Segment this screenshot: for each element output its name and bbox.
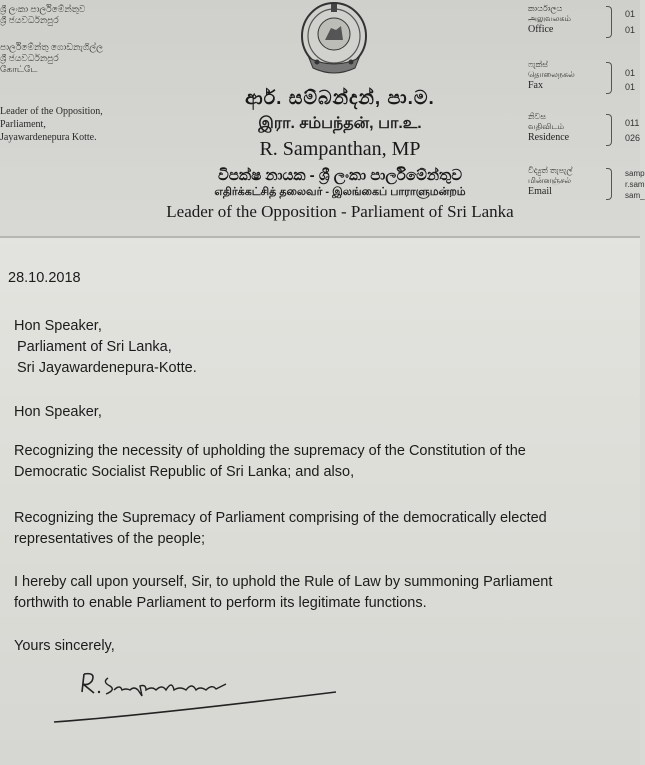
paragraph-1-line-1: Recognizing the necessity of upholding the supremacy of the Constitution of the — [14, 443, 526, 459]
letterhead-center — [140, 88, 540, 222]
addressee-line-3: Sri Jayawardenepura-Kotte. — [17, 360, 197, 376]
name-sinhala: ආර්. සම්බන්දන්, පා.ම. — [245, 88, 435, 109]
left-sinhala-line-2: ශ්‍රී ජයවර්ධනපුර — [0, 15, 59, 25]
contact-bracket — [606, 114, 612, 146]
contact-fax-tamil: தொலைநகல் — [528, 70, 575, 79]
name-english: R. Sampanthan, MP — [259, 138, 421, 160]
contact-office-number: 01 01 — [625, 9, 636, 35]
contact-bracket — [606, 6, 612, 38]
title-tamil: எதிர்க்கட்சித் தலைவர் - இலங்கைப் பாராளுமன்றம் — [214, 186, 466, 198]
contact-fax-sinhala: ෆැක්ස් — [528, 60, 548, 69]
name-tamil: இரா. சம்பந்தன், பா.உ. — [258, 115, 422, 132]
left-english-line-2: Parliament, — [0, 119, 46, 130]
paragraph-2-line-1: Recognizing the Supremacy of Parliament comprising of the democratically elected — [14, 510, 547, 526]
contact-residence-tamil: வதிவிடம் — [528, 122, 565, 131]
contact-office-label: Office — [528, 24, 554, 35]
title-sinhala: විපක්ෂ නායක - ශ්‍රී ලංකා පාර්ලිමේන්තුව — [217, 167, 463, 184]
letterhead-left-address — [0, 4, 140, 144]
paragraph-3-line-2: forthwith to enable Parliament to perform its legitimate functions. — [14, 595, 427, 611]
left-sinhala-line-4: ශ්‍රී ජයවර්ධනපුර — [0, 53, 59, 63]
contact-office-tamil: அலுவலகம் — [528, 14, 571, 23]
title-english: Leader of the Opposition - Parliament of Sri Lanka — [166, 202, 514, 221]
contact-fax-label: Fax — [528, 80, 543, 91]
left-sinhala-line-1: ශ්‍රී ලංකා පාර්ලිමේන්තුව — [0, 4, 86, 14]
paragraph-2 — [14, 508, 624, 550]
contact-email-address: samp r.sam sam_ — [625, 169, 645, 200]
addressee-block — [14, 316, 197, 379]
closing: Yours sincerely, — [14, 638, 115, 654]
contact-email-sinhala: විද්‍යුත් තැපැල් — [528, 166, 573, 175]
left-english-line-1: Leader of the Opposition, — [0, 106, 103, 117]
letter-date: 28.10.2018 — [8, 270, 81, 286]
contact-bracket — [606, 62, 612, 94]
contact-fax — [528, 60, 640, 92]
paragraph-1 — [14, 441, 624, 483]
paragraph-3 — [14, 572, 624, 614]
paragraph-3-line-1: I hereby call upon yourself, Sir, to uphold the Rule of Law by summoning Parliament — [14, 574, 553, 590]
contact-bracket — [606, 168, 612, 200]
salutation: Hon Speaker, — [14, 404, 102, 420]
sri-lanka-emblem-icon — [295, 0, 373, 82]
letterhead — [0, 0, 645, 238]
contact-residence-number: 011 026 — [625, 118, 641, 143]
contact-email-label: Email — [528, 186, 552, 197]
paragraph-2-line-2: representatives of the people; — [14, 531, 206, 547]
left-english-line-3: Jayawardenepura Kotte. — [0, 132, 97, 143]
left-tamil-line: கோட்டே — [0, 64, 38, 74]
addressee-line-2: Parliament of Sri Lanka, — [17, 339, 172, 355]
contact-residence — [528, 112, 640, 144]
contact-email — [528, 166, 645, 200]
handwritten-signature — [50, 662, 350, 732]
addressee-line-1: Hon Speaker, — [14, 318, 102, 334]
contact-residence-label: Residence — [528, 132, 570, 143]
contact-office — [528, 4, 640, 36]
left-sinhala-line-3: පාර්ලිමේන්තු ගොඩනැගිල්ල — [0, 42, 104, 52]
contact-office-sinhala: කාර්යාලය — [528, 4, 563, 13]
contact-fax-number: 01 01 — [625, 68, 636, 92]
contact-email-tamil: மின்னஞ்சல் — [528, 176, 572, 185]
contact-residence-sinhala: නිවස — [528, 112, 546, 121]
paragraph-1-line-2: Democratic Socialist Republic of Sri Lanka; and also, — [14, 464, 355, 480]
